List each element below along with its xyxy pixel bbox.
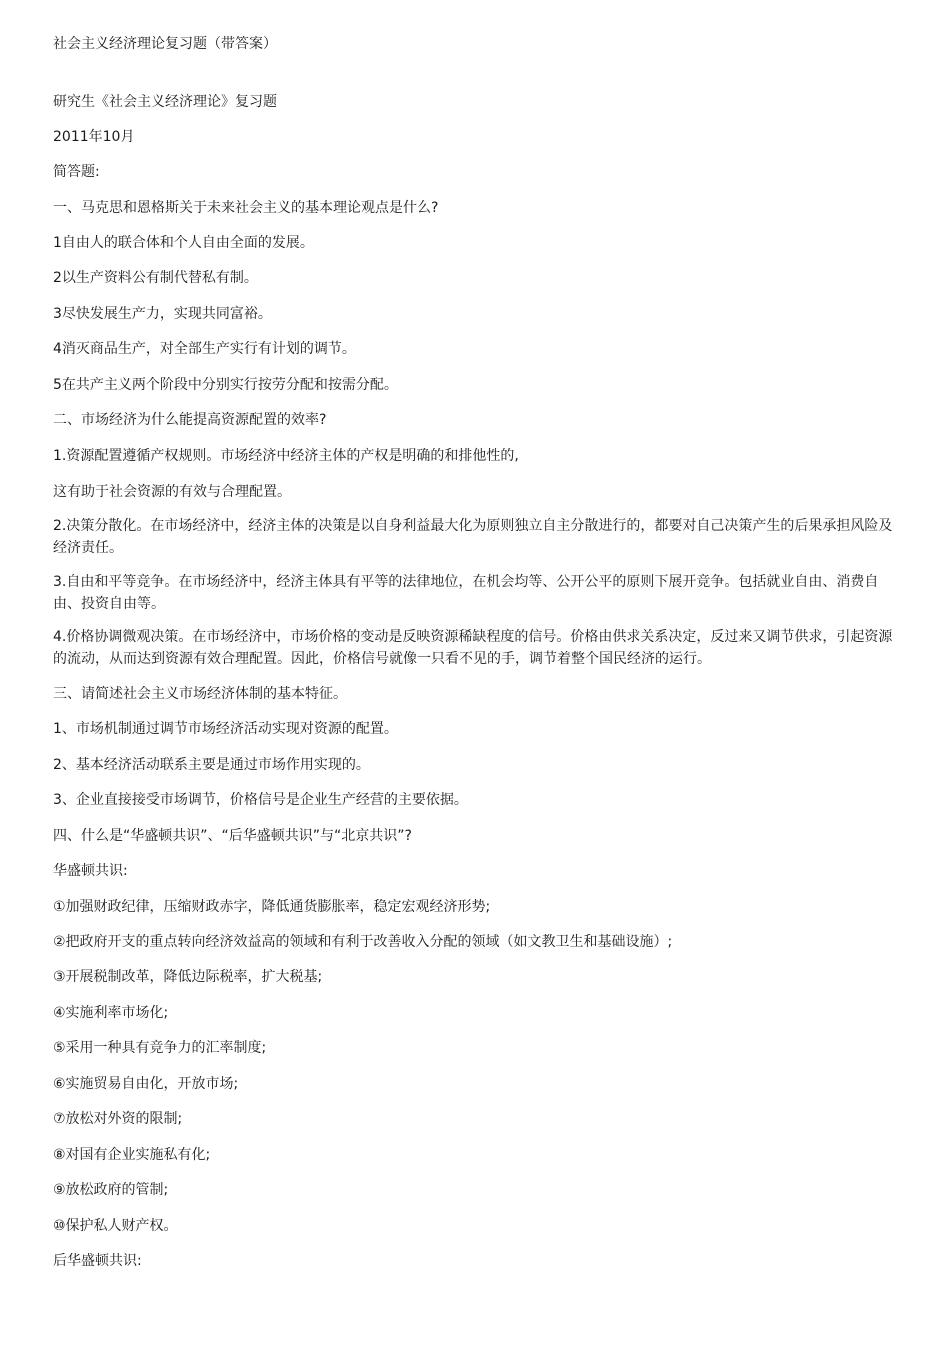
list-item: ③开展税制改革，降低边际税率，扩大税基; <box>53 969 323 985</box>
document-title: 社会主义经济理论复习题（带答案） <box>53 36 277 52</box>
list-item: ⑤采用一种具有竞争力的汇率制度; <box>53 1040 267 1056</box>
answer-paragraph: 4.价格协调微观决策。在市场经济中，市场价格的变动是反映资源稀缺程度的信号。价格由供求关系决定，反过来又调节供求，引起资源的流动，从而达到资源有效合理配置。因此，价格信号就像一只看不见的手，调节着整个国民经济的运行。 <box>53 629 893 667</box>
post-washington-label: 后华盛顿共识: <box>53 1253 142 1269</box>
answer-paragraph: 2、基本经济活动联系主要是通过市场作用实现的。 <box>53 757 370 773</box>
list-item: ②把政府开支的重点转向经济效益高的领域和有利于改善收入分配的领域（如文教卫生和基础设施）; <box>53 934 673 950</box>
question-2: 二、市场经济为什么能提高资源配置的效率? <box>53 412 327 428</box>
answer-paragraph: 1自由人的联合体和个人自由全面的发展。 <box>53 235 314 251</box>
question-1: 一、马克思和恩格斯关于未来社会主义的基本理论观点是什么? <box>53 200 439 216</box>
question-4: 四、什么是“华盛顿共识”、“后华盛顿共识”与“北京共识”? <box>53 828 412 844</box>
answer-paragraph: 4消灭商品生产，对全部生产实行有计划的调节。 <box>53 341 356 357</box>
section-label: 简答题: <box>53 164 100 180</box>
list-item: ①加强财政纪律，压缩财政赤字，降低通货膨胀率，稳定宏观经济形势; <box>53 899 491 915</box>
list-item: ⑨放松政府的管制; <box>53 1182 169 1198</box>
list-item: ⑧对国有企业实施私有化; <box>53 1147 211 1163</box>
answer-paragraph: 3、企业直接接受市场调节，价格信号是企业生产经营的主要依据。 <box>53 792 468 808</box>
answer-paragraph: 5在共产主义两个阶段中分别实行按劳分配和按需分配。 <box>53 377 398 393</box>
question-3: 三、请简述社会主义市场经济体制的基本特征。 <box>53 686 347 702</box>
list-item: ⑦放松对外资的限制; <box>53 1111 183 1127</box>
list-item: ⑥实施贸易自由化，开放市场; <box>53 1076 239 1092</box>
answer-paragraph: 1、市场机制通过调节市场经济活动实现对资源的配置。 <box>53 721 398 737</box>
list-item: ⑩保护私人财产权。 <box>53 1218 178 1234</box>
document-date: 2011年10月 <box>53 129 135 145</box>
answer-paragraph: 这有助于社会资源的有效与合理配置。 <box>53 484 291 500</box>
answer-paragraph: 2以生产资料公有制代替私有制。 <box>53 270 258 286</box>
answer-paragraph: 3.自由和平等竞争。在市场经济中，经济主体具有平等的法律地位，在机会均等、公开公平的原则下展开竞争。包括就业自由、消费自由、投资自由等。 <box>53 574 879 612</box>
answer-paragraph: 3尽快发展生产力，实现共同富裕。 <box>53 306 272 322</box>
list-item: ④实施利率市场化; <box>53 1005 169 1021</box>
washington-label: 华盛顿共识: <box>53 863 128 879</box>
answer-paragraph: 2.决策分散化。在市场经济中，经济主体的决策是以自身利益最大化为原则独立自主分散进行的，都要对自己决策产生的后果承担风险及经济责任。 <box>53 518 893 556</box>
document-subtitle: 研究生《社会主义经济理论》复习题 <box>53 94 277 110</box>
answer-paragraph: 1.资源配置遵循产权规则。市场经济中经济主体的产权是明确的和排他性的, <box>53 448 519 464</box>
